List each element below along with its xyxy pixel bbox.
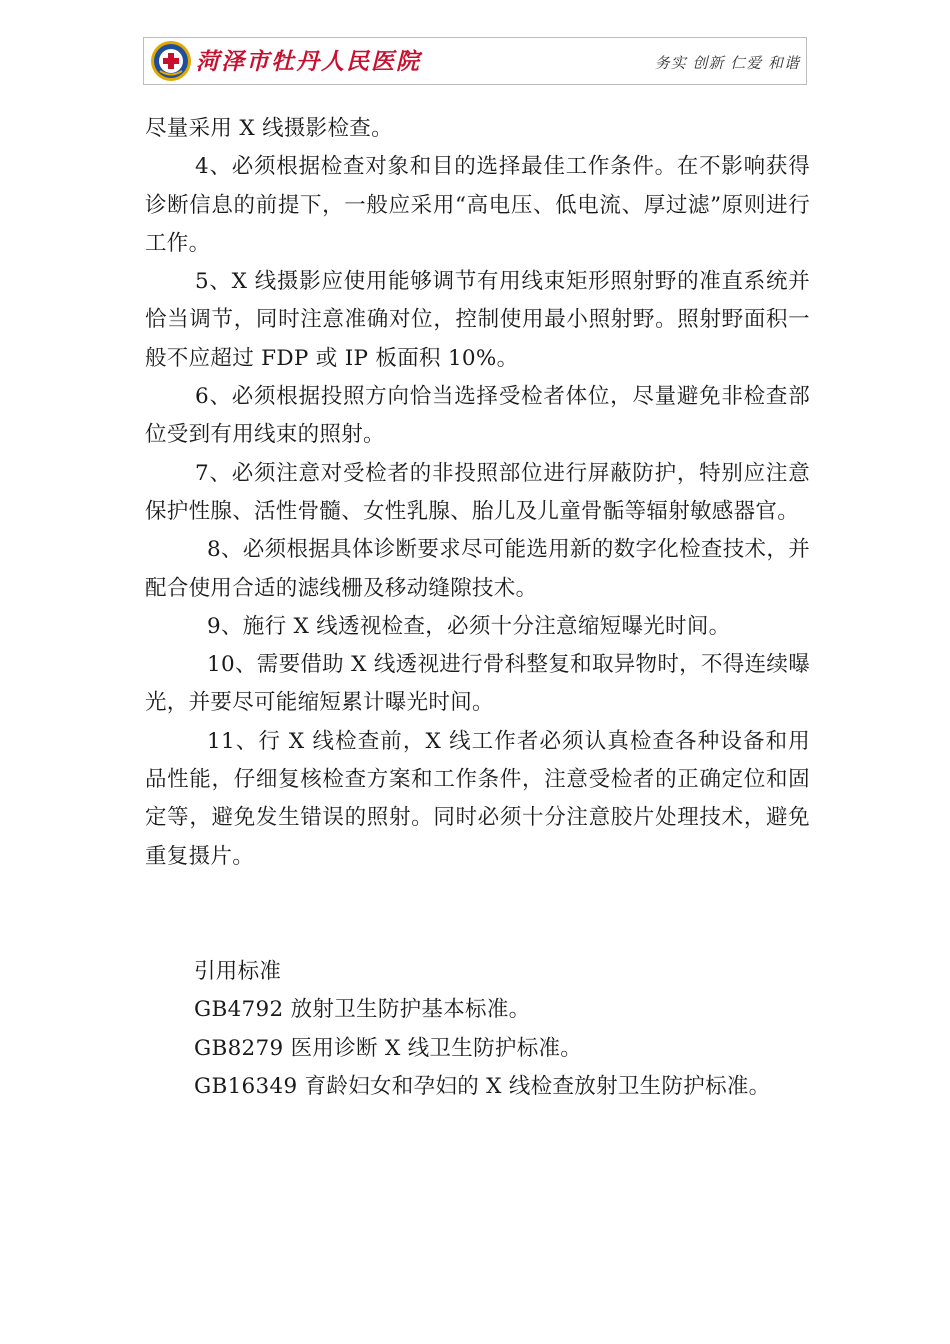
paragraph-item-11: 11、行 X 线检查前，X 线工作者必须认真检查各种设备和用品性能，仔细复核检查方案和工作条件，注意受检者的正确定位和固定等，避免发生错误的照射。同时必须十分注意胶片处理技术，避免重复摄片。 (145, 728, 810, 869)
hospital-name: 菏泽市牡丹人民医院 (196, 49, 421, 75)
references-section (194, 953, 834, 1106)
paragraph-item-4: 4、必须根据检查对象和目的选择最佳工作条件。在不影响获得诊断信息的前提下，一般应采用“高电压、低电流、厚过滤”原则进行工作。 (145, 154, 810, 256)
hospital-motto: 务实 创新 仁爱 和谐 (654, 54, 800, 72)
references-heading: 引用标准 (194, 959, 282, 984)
page-header (143, 37, 807, 85)
paragraph-item-5: 5、X 线摄影应使用能够调节有用线束矩形照射野的准直系统并恰当调节，同时注意准确对位，控制使用最小照射野。照射野面积一般不应超过 FDP 或 IP 板面积 10%。 (145, 269, 810, 371)
hospital-seal-icon (150, 40, 192, 82)
reference-item: GB16349 育龄妇女和孕妇的 X 线检查放射卫生防护标准。 (194, 1073, 771, 1099)
paragraph-item-7: 7、必须注意对受检者的非投照部位进行屏蔽防护，特别应注意保护性腺、活性骨髓、女性乳腺、胎儿及儿童骨骺等辐射敏感器官。 (145, 460, 810, 524)
paragraph-item-10: 10、需要借助 X 线透视进行骨科整复和取异物时，不得连续曝光，并要尽可能缩短累计曝光时间。 (145, 652, 810, 716)
paragraph-item-8: 8、必须根据具体诊断要求尽可能选用新的数字化检查技术，并配合使用合适的滤线栅及移动缝隙技术。 (145, 537, 810, 601)
document-body (145, 110, 810, 876)
paragraph-continuation: 尽量采用 X 线摄影检查。 (145, 116, 393, 141)
reference-item: GB8279 医用诊断 X 线卫生防护标准。 (194, 1035, 583, 1061)
reference-item: GB4792 放射卫生防护基本标准。 (194, 997, 531, 1023)
paragraph-item-6: 6、必须根据投照方向恰当选择受检者体位，尽量避免非检查部位受到有用线束的照射。 (145, 384, 810, 448)
paragraph-item-9: 9、施行 X 线透视检查，必须十分注意缩短曝光时间。 (207, 613, 731, 639)
